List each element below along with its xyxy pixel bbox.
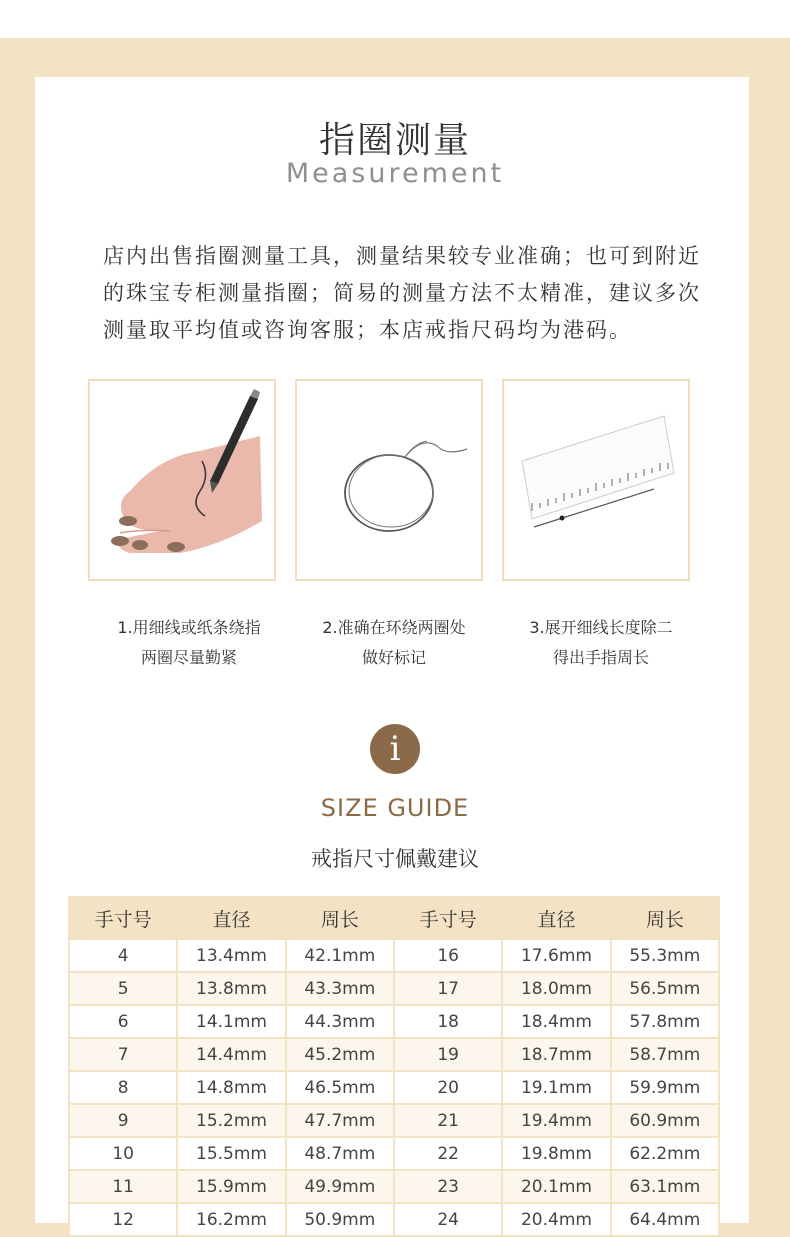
table-cell: 7 bbox=[70, 1039, 176, 1070]
step-3-line2: 得出手指周长 bbox=[552, 648, 649, 667]
table-row bbox=[70, 1171, 718, 1202]
table-cell: 22 bbox=[395, 1138, 501, 1169]
table-cell: 20.1mm bbox=[503, 1171, 609, 1202]
step-2-caption bbox=[279, 613, 509, 673]
string-loop-icon bbox=[297, 381, 485, 583]
col-header-size: 手寸号 bbox=[395, 898, 501, 938]
table-cell: 50.9mm bbox=[287, 1204, 393, 1235]
step-2-line2: 做好标记 bbox=[361, 648, 426, 667]
table-row bbox=[70, 1204, 718, 1235]
page-title: 指圈测量 bbox=[318, 120, 471, 161]
table-cell: 23 bbox=[395, 1171, 501, 1202]
table-cell: 17 bbox=[395, 973, 501, 1004]
table-cell: 18.7mm bbox=[503, 1039, 609, 1070]
step-1-caption bbox=[74, 613, 304, 673]
table-cell: 4 bbox=[70, 940, 176, 971]
table-cell: 16 bbox=[395, 940, 501, 971]
table-cell: 47.7mm bbox=[287, 1105, 393, 1136]
table-row bbox=[70, 1105, 718, 1136]
table-cell: 57.8mm bbox=[612, 1006, 718, 1037]
table-row bbox=[70, 1072, 718, 1103]
table-cell: 15.9mm bbox=[178, 1171, 284, 1202]
table-cell: 8 bbox=[70, 1072, 176, 1103]
table-cell: 60.9mm bbox=[612, 1105, 718, 1136]
col-header-circumference: 周长 bbox=[287, 898, 393, 938]
table-cell: 19.1mm bbox=[503, 1072, 609, 1103]
table-cell: 49.9mm bbox=[287, 1171, 393, 1202]
table-cell: 14.8mm bbox=[178, 1072, 284, 1103]
table-cell: 12 bbox=[70, 1204, 176, 1235]
table-cell: 13.8mm bbox=[178, 973, 284, 1004]
table-cell: 58.7mm bbox=[612, 1039, 718, 1070]
table-row bbox=[70, 973, 718, 1004]
table-row bbox=[70, 1138, 718, 1169]
table-cell: 44.3mm bbox=[287, 1006, 393, 1037]
table-cell: 6 bbox=[70, 1006, 176, 1037]
step-3-caption bbox=[486, 613, 716, 673]
ruler-icon bbox=[504, 381, 692, 583]
intro-paragraph: 店内出售指圈测量工具，测量结果较专业准确；也可到附近的珠宝专柜测量指圈；简易的测量方法不太精准，建议多次测量取平均值或咨询客服；本店戒指尺码均为港码。 bbox=[103, 244, 701, 342]
table-cell: 16.2mm bbox=[178, 1204, 284, 1235]
table-cell: 46.5mm bbox=[287, 1072, 393, 1103]
table-cell: 13.4mm bbox=[178, 940, 284, 971]
table-cell: 18.0mm bbox=[503, 973, 609, 1004]
size-table-header-row bbox=[70, 898, 718, 938]
table-cell: 48.7mm bbox=[287, 1138, 393, 1169]
table-cell: 5 bbox=[70, 973, 176, 1004]
table-cell: 14.4mm bbox=[178, 1039, 284, 1070]
table-cell: 55.3mm bbox=[612, 940, 718, 971]
table-cell: 21 bbox=[395, 1105, 501, 1136]
table-row bbox=[70, 1039, 718, 1070]
step-1-line2: 两圈尽量勤紧 bbox=[140, 648, 237, 667]
table-row bbox=[70, 940, 718, 971]
table-cell: 17.6mm bbox=[503, 940, 609, 971]
table-cell: 15.5mm bbox=[178, 1138, 284, 1169]
col-header-size: 手寸号 bbox=[70, 898, 176, 938]
table-cell: 19 bbox=[395, 1039, 501, 1070]
step-3-illustration bbox=[502, 379, 690, 581]
table-cell: 59.9mm bbox=[612, 1072, 718, 1103]
step-1-line1: 1.用细线或纸条绕指 bbox=[117, 618, 261, 637]
step-1-illustration bbox=[88, 379, 276, 581]
table-cell: 20 bbox=[395, 1072, 501, 1103]
table-cell: 56.5mm bbox=[612, 973, 718, 1004]
size-guide-heading: SIZE GUIDE bbox=[320, 794, 470, 822]
table-cell: 19.8mm bbox=[503, 1138, 609, 1169]
table-cell: 18.4mm bbox=[503, 1006, 609, 1037]
col-header-circumference: 周长 bbox=[612, 898, 718, 938]
table-cell: 43.3mm bbox=[287, 973, 393, 1004]
table-cell: 11 bbox=[70, 1171, 176, 1202]
size-table-title: 戒指尺寸佩戴建议 bbox=[311, 847, 479, 871]
table-cell: 18 bbox=[395, 1006, 501, 1037]
table-cell: 64.4mm bbox=[612, 1204, 718, 1235]
table-cell: 42.1mm bbox=[287, 940, 393, 971]
table-cell: 62.2mm bbox=[612, 1138, 718, 1169]
step-2-illustration bbox=[295, 379, 483, 581]
table-cell: 15.2mm bbox=[178, 1105, 284, 1136]
hand-pencil-icon bbox=[90, 381, 278, 583]
col-header-diameter: 直径 bbox=[178, 898, 284, 938]
table-cell: 63.1mm bbox=[612, 1171, 718, 1202]
table-cell: 24 bbox=[395, 1204, 501, 1235]
size-table bbox=[68, 896, 720, 1237]
page-subtitle: Measurement bbox=[285, 158, 505, 189]
table-cell: 45.2mm bbox=[287, 1039, 393, 1070]
step-2-line1: 2.准确在环绕两圈处 bbox=[322, 618, 466, 637]
table-cell: 10 bbox=[70, 1138, 176, 1169]
top-strip bbox=[0, 0, 790, 38]
table-cell: 19.4mm bbox=[503, 1105, 609, 1136]
table-cell: 14.1mm bbox=[178, 1006, 284, 1037]
table-cell: 20.4mm bbox=[503, 1204, 609, 1235]
col-header-diameter: 直径 bbox=[503, 898, 609, 938]
table-cell: 9 bbox=[70, 1105, 176, 1136]
info-icon: i bbox=[370, 724, 420, 774]
table-row bbox=[70, 1006, 718, 1037]
step-3-line1: 3.展开细线长度除二 bbox=[529, 618, 673, 637]
